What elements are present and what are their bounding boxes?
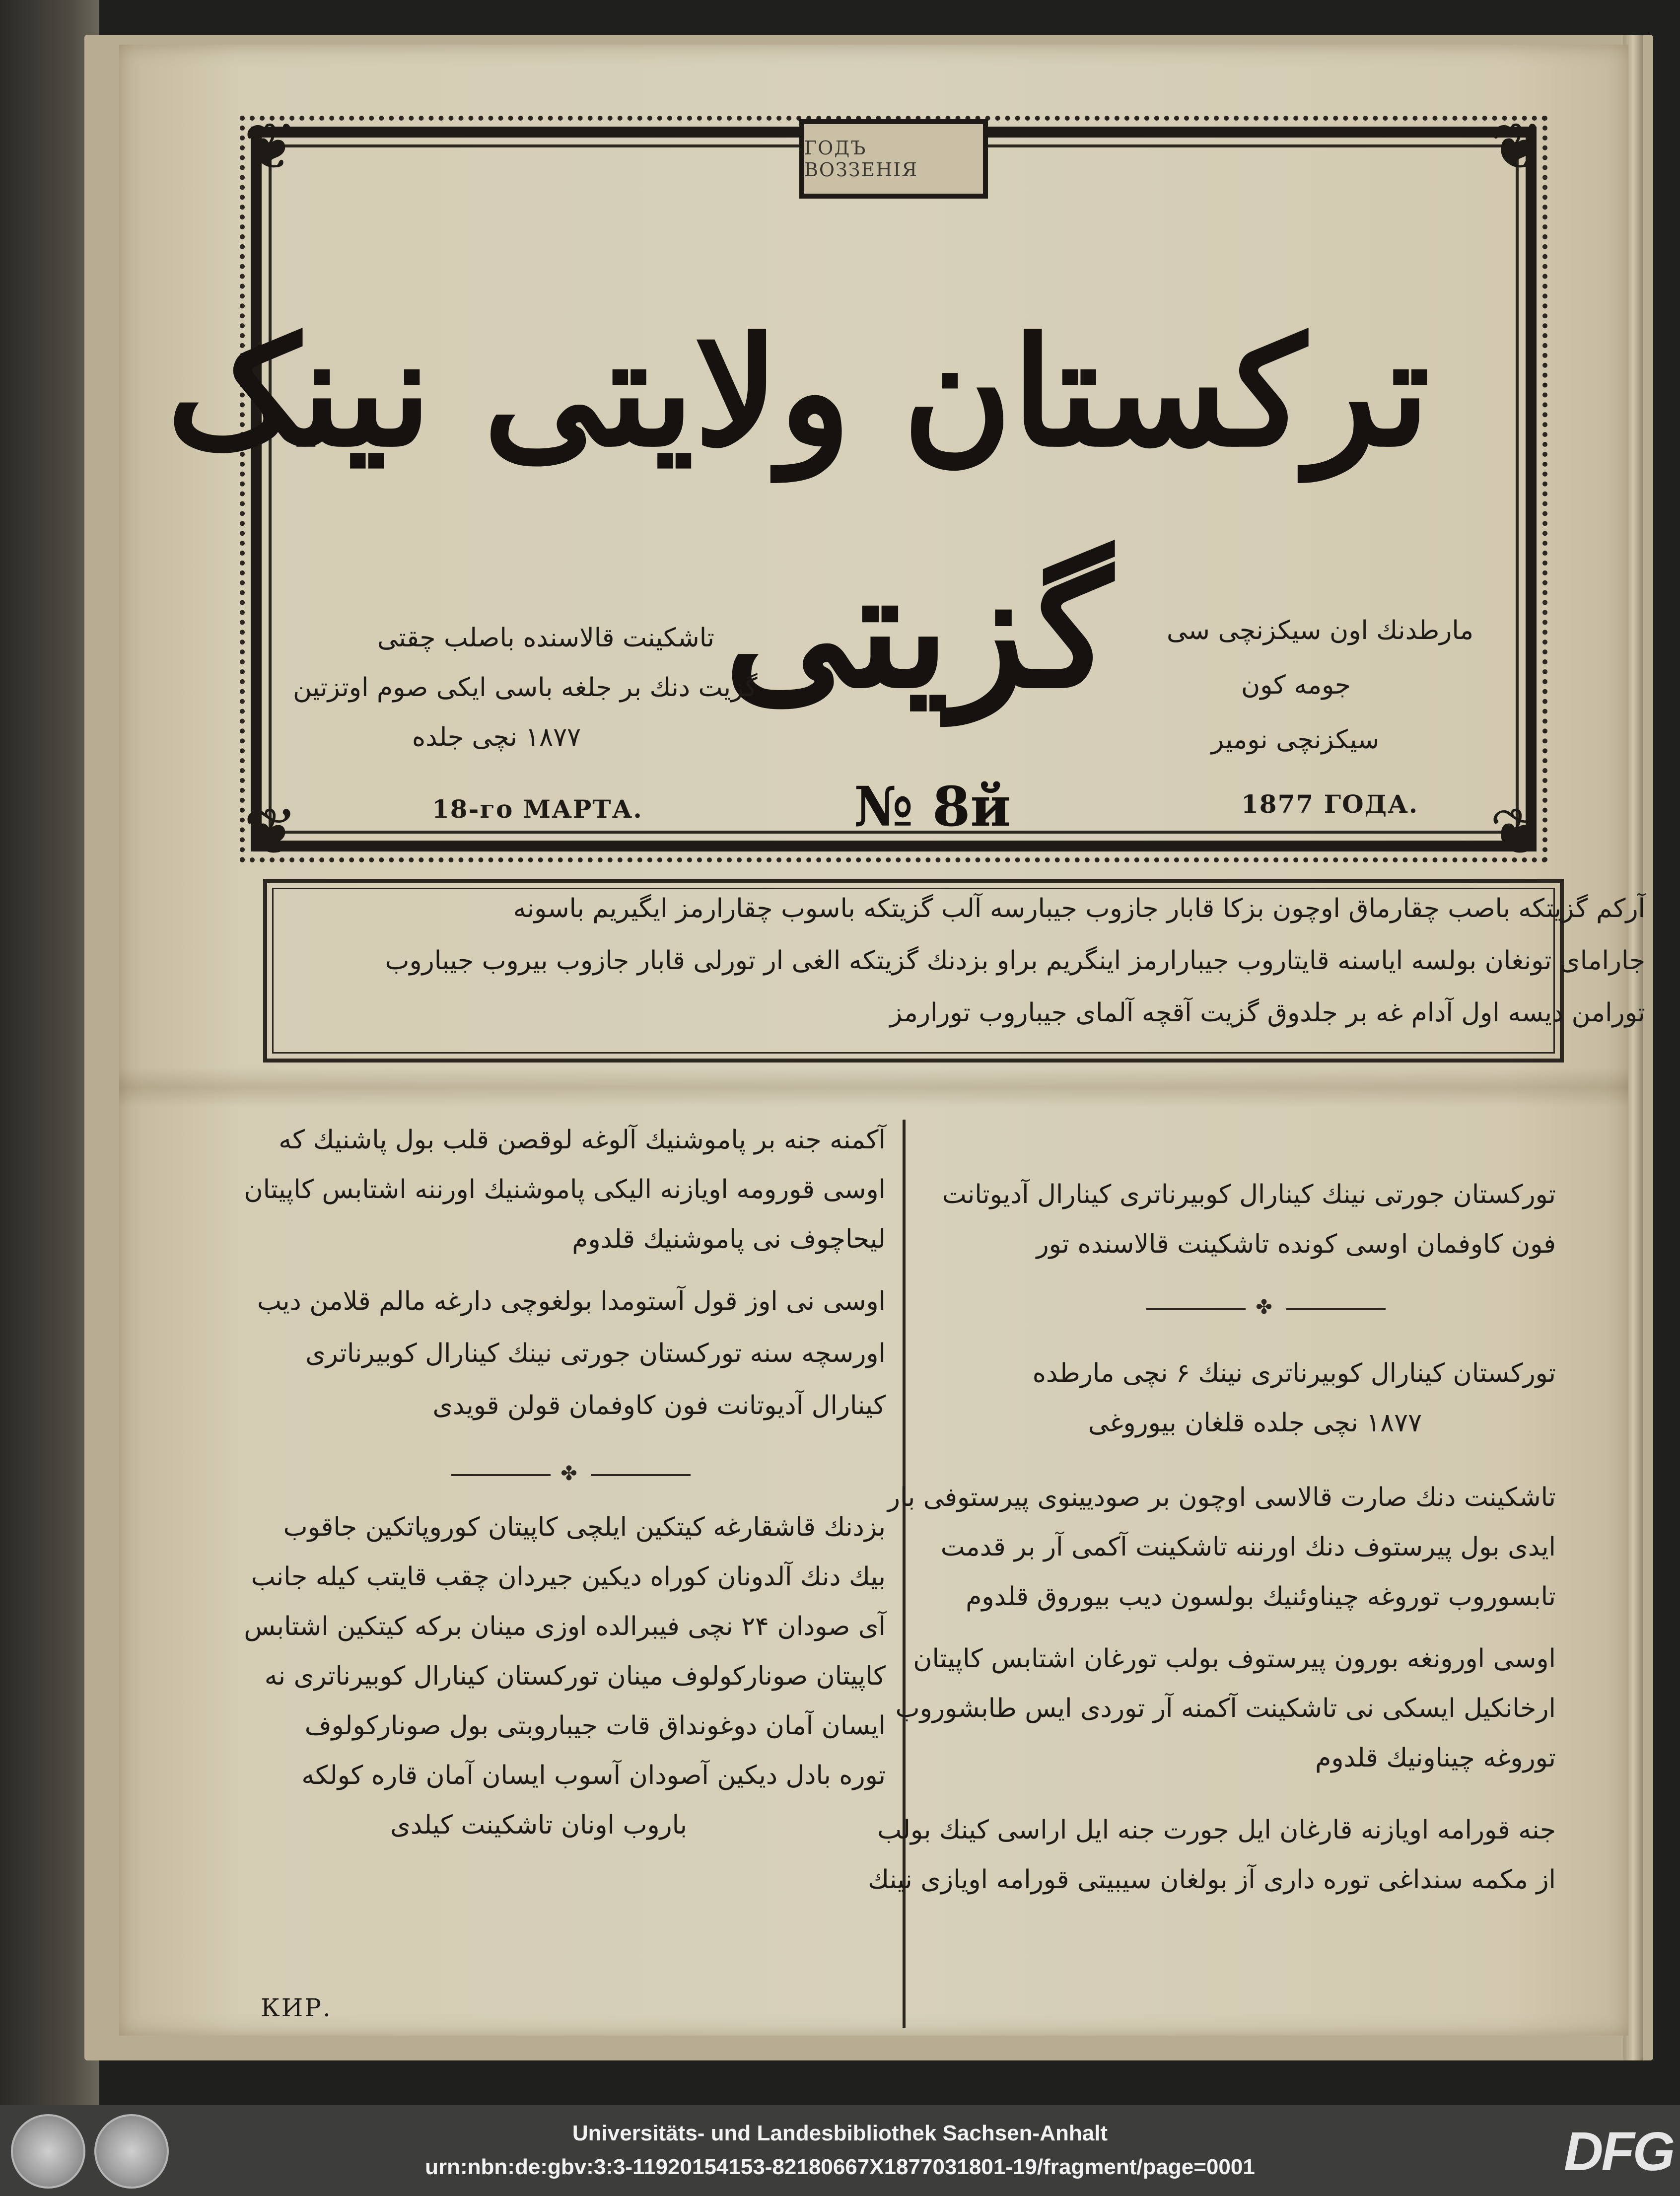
footer-library-name: Universitäts- und Landesbibliothek Sachsen-Anhalt — [572, 2121, 1108, 2145]
russian-year: 1877 ГОДА. — [1241, 789, 1419, 819]
right-col-p4-line-2: از مکمه سنداغی توره داری آز بولغان سیبیتی قورامه اویازی نینك — [868, 1865, 1556, 1895]
left-col-p1-line-1: آکمنه جنه بر پاموشنیك آلوغه لوقصن قلب بول پاشنیك که — [279, 1125, 886, 1155]
stamp-text: ГОДЪ ВОЗЗЕНІЯ — [804, 137, 918, 181]
left-col-p3-line-1: بزدنك قاشقارغه کیتکین ایلچی کاپیتان کوروپاتکین جاقوب — [283, 1512, 886, 1542]
right-col-p1-line-2: فون کاوفمان اوسی کونده تاشکینت قالاسنده تور — [1036, 1229, 1556, 1259]
notice-line-3: تورامن دیسه اول آدام غه بر جلدوق گزیت آقچه آلمای جیباروب تورارمز — [890, 998, 1645, 1028]
masthead-right-line-2: جومه کون — [1241, 670, 1351, 700]
dfg-logo: DFG — [1564, 2121, 1674, 2182]
issue-number: № 8й — [854, 775, 1011, 839]
left-col-p3-line-3: آی صودان ۲۴ نچی فیبرالده اوزی مینان برکه کیتکین اشتابس — [244, 1612, 886, 1641]
right-col-p3-line-2: ارخانکیل ایسکی نی تاشکینت آکمنه آر توردی ایس طابشوروب — [895, 1694, 1556, 1723]
masthead-right-line-1: مارطدنك اون سیکزنچی سی — [1167, 616, 1474, 645]
right-col-p4-line-1: جنه قورامه اویازنه قارغان ایل جورت جنه ایل اراسی کینك بولب — [877, 1815, 1556, 1845]
russian-date: 18-го МАРТА. — [432, 794, 643, 824]
ornament-corner-icon: ❦ — [243, 794, 298, 869]
page-fold — [119, 1067, 1628, 1107]
left-col-p3-line-4: کاپیتان صونارکولوف مینان تورکستان کینارال کوبیرناتری نه — [264, 1661, 886, 1691]
ornamental-divider: ✤ — [1142, 1296, 1390, 1311]
left-col-p2-line-2: اورسچه سنه تورکستان جورتی نینك کینارال کوبیرناتری — [305, 1339, 886, 1368]
left-col-p3-line-6: توره بادل دیکین آصودان آسوب ایسان آمان قاره کولکه — [301, 1761, 886, 1790]
ornament-corner-icon: ❦ — [243, 109, 298, 184]
right-col-p3-line-3: توروغه چیناونیك قلدوم — [1315, 1743, 1556, 1773]
left-col-p2-line-1: اوسی نی اوز قول آستومدا بولغوچی دارغه مالم قلامن دیب — [257, 1286, 886, 1316]
notice-line-2: جارامای تونغان بولسه ایاسنه قایتاروب جیبارارمز اینگریم براو بزدنك گزیتکه الغی ار تورلی قابار جازوب بیروب جیباروب — [385, 946, 1645, 976]
notice-line-1: آرکم گزیتکه باصب چقارماق اوچون بزکا قابار جازوب جیبارسه آلب گزیتکه باسوب چقارارمز ایگیریم باسونه — [513, 894, 1645, 923]
right-col-p3-line-1: اوسی اورونغه بورون پیرستوف بولب تورغان اشتابس کاپیتان — [913, 1644, 1556, 1674]
newspaper-subtitle: گزیتی — [724, 537, 1113, 723]
newspaper-title: ترکستان ولایتی نینک — [167, 304, 1430, 480]
right-col-p2-line-2: ایدی بول پیرستوف دنك اورننه تاشکینت آکمی آر بر قدمت — [940, 1532, 1556, 1562]
right-col-heading-line-1: تورکستان کینارال کوبیرناتری نینك ۶ نچی مارطده — [1032, 1358, 1556, 1388]
masthead-left-line-1: تاشکینت قالاسنده باصلب چقتی — [377, 623, 715, 653]
masthead-right-line-3: سیکزنچی نومیر — [1211, 725, 1380, 755]
masthead-left-line-3: ۱۸۷۷ نچی جلده — [412, 722, 581, 752]
left-col-p3-line-5: ایسان آمان دوغونداق قات جیباروبتی بول صونارکولوف — [304, 1711, 886, 1741]
ornament-corner-icon: ❦ — [1489, 794, 1544, 869]
right-col-p2-line-3: تابسوروب توروغه چیناوئنیك بولسون دیب بیوروق قلدوم — [966, 1582, 1556, 1612]
left-col-p1-line-2: اوسی قورومه اویازنه الیکی پاموشنیك اورننه اشتابس کاپیتان — [244, 1175, 886, 1204]
left-col-p3-line-7: باروب اونان تاشکینت کیلدی — [390, 1810, 687, 1840]
masthead-left-line-2: گزیت دنك بر جلغه باسی ایکی صوم اوتزتین — [293, 673, 758, 703]
right-col-p1-line-1: تورکستان جورتی نینك کینارال کوبیرناتری کینارال آدیوتانت — [942, 1180, 1556, 1209]
signature-mark: КИР. — [261, 1993, 332, 2022]
footer-bar — [0, 2105, 1680, 2196]
ornament-corner-icon: ❦ — [1489, 109, 1544, 184]
footer-urn-link[interactable]: urn:nbn:de:gbv:3:3-11920154153-82180667X1877031801-19/fragment/page=0001 — [425, 2155, 1255, 2179]
left-col-p1-line-3: لیحاچوف نی پاموشنیك قلدوم — [572, 1224, 886, 1254]
right-col-heading-line-2: ۱۸۷۷ نچی جلده قلغان بیوروغی — [1088, 1408, 1422, 1438]
right-col-p2-line-1: تاشکینت دنك صارت قالاسی اوچون بر صودیینوی پیرستوفی بار — [887, 1483, 1556, 1512]
left-col-p3-line-2: بیك دنك آلدونان کوراه دیکین جیردان چقب قایتب کیله جانب — [251, 1562, 886, 1592]
library-stamp — [799, 119, 988, 199]
left-col-p2-line-3: کینارال آدیوتانت فون کاوفمان قولن قویدی — [432, 1391, 886, 1420]
ornamental-divider: ✤ — [447, 1462, 695, 1477]
